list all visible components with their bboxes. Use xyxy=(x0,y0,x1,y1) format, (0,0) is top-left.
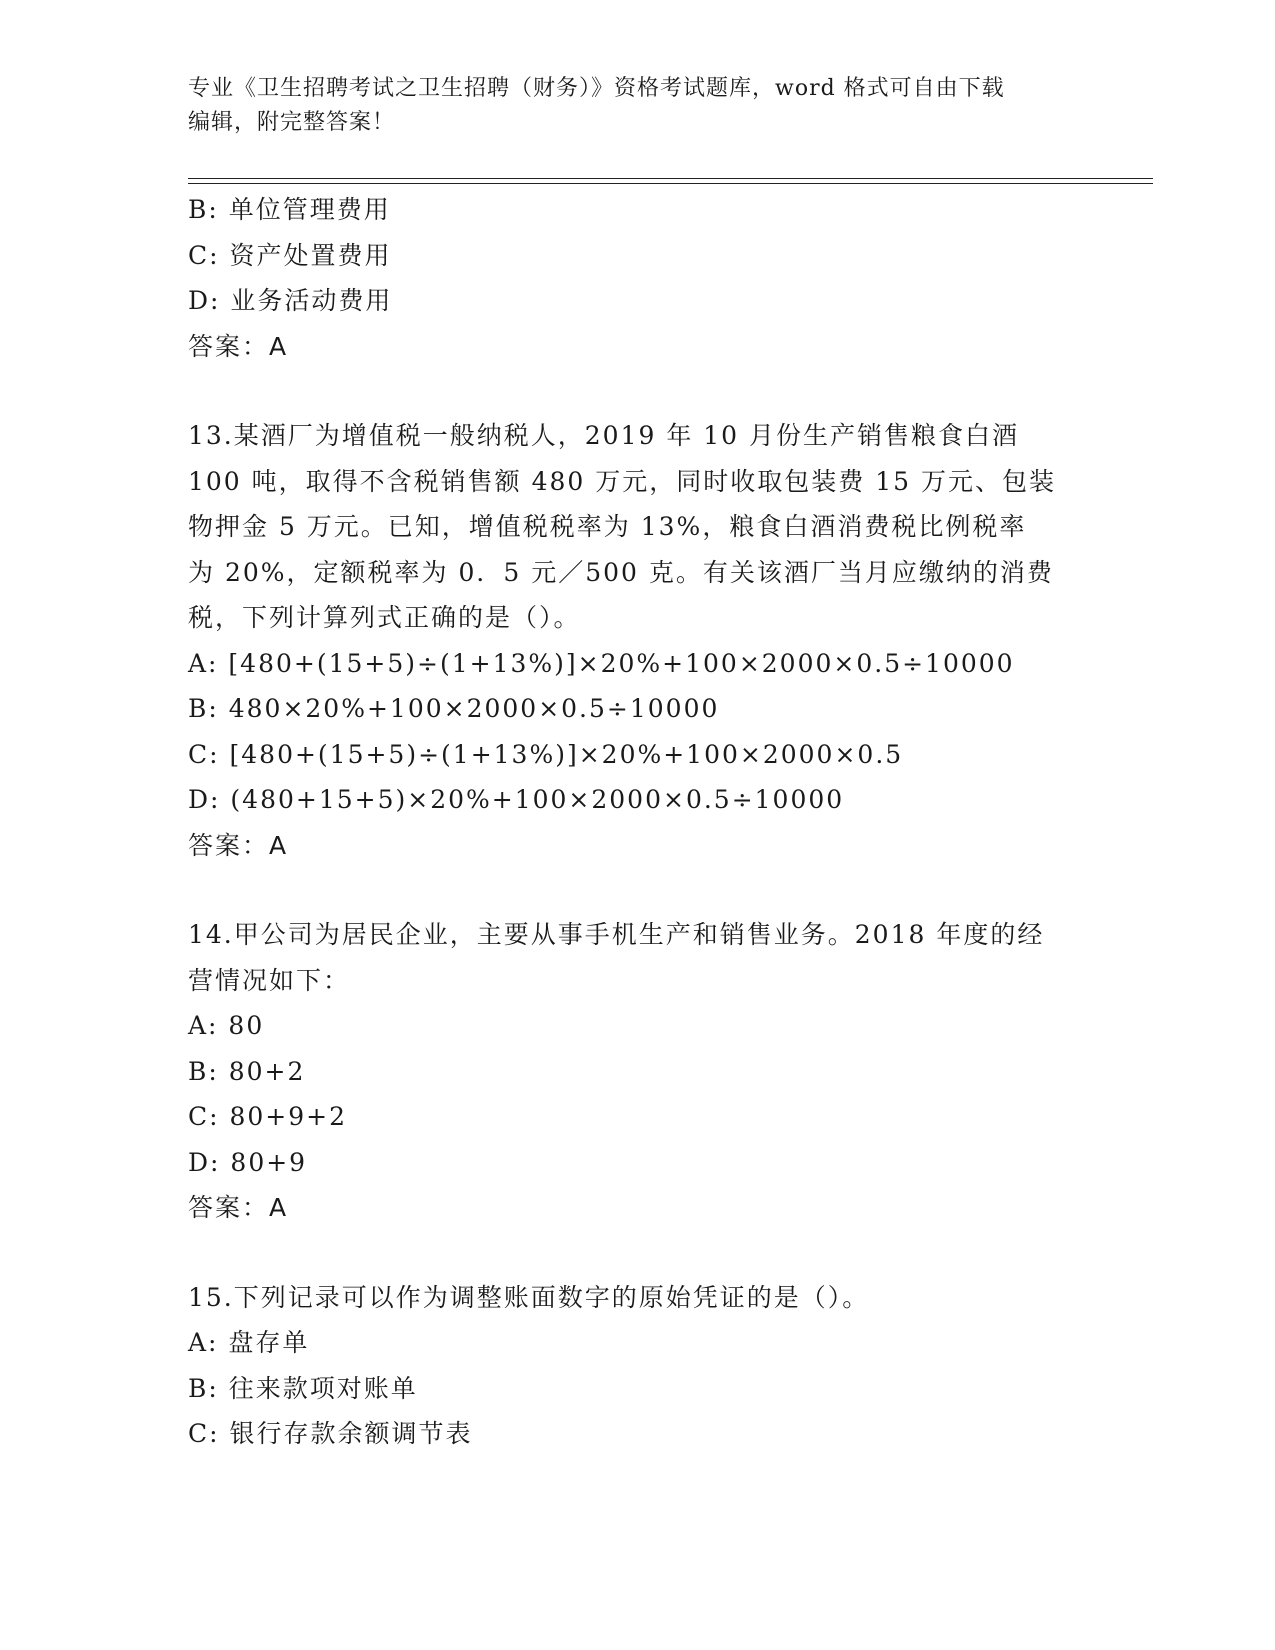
header-divider-top xyxy=(188,178,1153,179)
question-text-line: 15.下列记录可以作为调整账面数字的原始凭证的是（）。 xyxy=(188,1282,870,1312)
answer-line: 答案：A xyxy=(188,1193,289,1222)
option-c: C: 80+9+2 xyxy=(188,1102,348,1131)
question-text-line: 物押金 5 万元。已知，增值税税率为 13%，粮食白酒消费税比例税率 xyxy=(188,512,1027,541)
question-gap xyxy=(188,369,1088,413)
option-d: D: (480+15+5)×20%+100×2000×0.5÷10000 xyxy=(188,785,845,814)
question-12-tail xyxy=(188,187,1088,369)
header-line-2: 编辑，附完整答案！ xyxy=(188,110,396,135)
option-d: D: 80+9 xyxy=(188,1147,308,1177)
question-text-line: 14.甲公司为居民企业，主要从事手机生产和销售业务。2018 年度的经 xyxy=(188,920,1045,949)
answer-line: 答案：A xyxy=(188,331,289,361)
option-d: D: 业务活动费用 xyxy=(188,286,393,315)
option-a: A: 80 xyxy=(188,1011,265,1040)
question-15 xyxy=(188,1275,1088,1457)
question-gap xyxy=(188,1231,1088,1275)
option-b: B: 单位管理费用 xyxy=(188,195,391,224)
question-text-line: 100 吨，取得不含税销售额 480 万元，同时收取包装费 15 万元、包装 xyxy=(188,466,1056,496)
option-b: B: 80+2 xyxy=(188,1056,306,1086)
option-b: B: 480×20%+100×2000×0.5÷10000 xyxy=(188,694,720,723)
option-c: C: [480+(15+5)÷(1+13%)]×20%+100×2000×0.5 xyxy=(188,739,904,769)
header-divider-bottom xyxy=(188,183,1153,184)
question-gap xyxy=(188,868,1088,912)
question-13 xyxy=(188,413,1088,868)
question-text-line: 为 20%，定额税率为 0．5 元／500 克。有关该酒厂当月应缴纳的消费 xyxy=(188,557,1054,587)
question-text-line: 营情况如下： xyxy=(188,965,351,995)
question-14 xyxy=(188,912,1088,1231)
option-a: A: 盘存单 xyxy=(188,1328,310,1357)
question-text-line: 税，下列计算列式正确的是（）。 xyxy=(188,603,581,632)
option-b: B: 往来款项对账单 xyxy=(188,1373,418,1403)
option-a: A: [480+(15+5)÷(1+13%)]×20%+100×2000×0.5÷10000 xyxy=(188,648,1015,678)
answer-line: 答案：A xyxy=(188,830,289,860)
option-c: C: 银行存款余额调节表 xyxy=(188,1419,473,1448)
option-c: C: 资产处置费用 xyxy=(188,240,392,270)
question-content xyxy=(188,187,1088,1457)
page-header xyxy=(188,72,1068,140)
question-text-line: 13.某酒厂为增值税一般纳税人，2019 年 10 月份生产销售粮食白酒 xyxy=(188,421,1020,450)
header-line-1: 专业《卫生招聘考试之卫生招聘（财务）》资格考试题库，word 格式可自由下载 xyxy=(188,76,1005,101)
